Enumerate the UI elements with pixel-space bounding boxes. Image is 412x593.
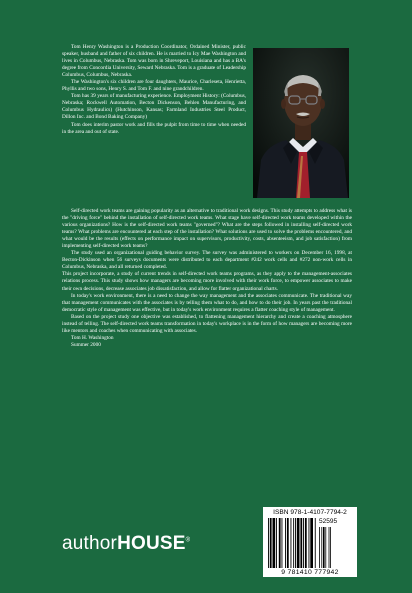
registered-mark: ® [185, 537, 191, 544]
publisher-logo-house: HOUSE [117, 533, 186, 554]
book-description [62, 208, 352, 349]
barcode-bar [287, 518, 289, 568]
barcode-bar [325, 527, 326, 568]
publisher-logo-author: author [62, 533, 118, 554]
barcode-bar [282, 518, 283, 568]
bio-paragraph: Tom Henry Washington is a Production Coordinator, Ordained Minister, public speaker, husband and father of six children. He is married to Icy Mae Washington and lives in Columbus, Nebraska. Tom was born in Shreveport, Louisiana and has a BA's degree from Concordia University, Seward Nebraska. Tom is a graduate of Leadership Columbus, Columbus, Nebraska. [62, 44, 246, 79]
price-code: 52595 [319, 518, 338, 525]
bio-paragraph: Tom does interim pastor work and fills the pulpit from time to time when needed in the area and out of state. [62, 121, 246, 135]
signature-date: Summer 2000 [71, 341, 101, 348]
barcode-bar [279, 518, 281, 568]
barcode-bar [276, 518, 277, 568]
barcode-bar [329, 527, 330, 568]
barcode-bar [309, 518, 310, 568]
barcode-bar [293, 518, 294, 568]
author-photo [253, 48, 349, 198]
barcode-bar [285, 518, 286, 568]
barcode-bar [303, 518, 304, 568]
description-paragraph: This project incorporate, a study of current trends in self-directed work teams programs, as they apply to the management-associates relations process. This study shows how managers are becoming more involved with their work force, to empower associates to make their own decisions, decrease associates job dissatisfaction, and allow for flatter organizational charts. [62, 271, 352, 292]
barcode-bar [300, 518, 302, 568]
barcode-bar [270, 518, 272, 568]
barcode-bar [319, 527, 320, 568]
description-paragraph: Self-directed work teams are gaining popularity as an alternative to traditional work designs. This study attempts to address what is the "driving force" behind the installation of self-directed work teams. What stage have self-directed work teams developed within the various organizations? How is the self-directed work teams "governed"? What are the steps followed in installing self-directed work teams? What problems are encountered at each step of the installation? What solutions are used to solve the problems encountered, and what would be the results (effects on performance impact on supervisors, productivity, costs, absenteeism, and job satisfaction) from implementing self-directed work teams? [62, 208, 352, 250]
ean-digits: 9 781410 777942 [281, 569, 339, 576]
barcode-bar [310, 518, 313, 568]
barcode-bar [291, 518, 292, 568]
signature-name: Tom H. Washington [71, 334, 114, 341]
barcode-bar [330, 527, 331, 568]
bio-paragraph: The Washington's six children are four daughters, Maurice, Charleseta, Henrietta, Phyllis and two sons, Henry S. and Tom F. and nine grandchildren. [62, 79, 246, 93]
description-paragraph: Based on the project study one objective was established, to flattening management hierarchy and create a coaching atmosphere instead of telling. The self-directed work teams transformation in today's workplace is in the form of how managers are becoming more like mentors and coaches when communicating with associates. [62, 313, 352, 334]
barcode-bar [323, 527, 325, 568]
author-bio [62, 44, 246, 136]
barcode-bar [297, 518, 300, 568]
isbn-barcode-box [263, 507, 357, 577]
publisher-logo [62, 533, 190, 555]
barcode-bar [268, 518, 269, 568]
barcode-bar [273, 518, 276, 568]
bio-paragraph: Tom has 39 years of manufacturing experience. Employment History: (Columbus, Nebraska; Rockwell Automation, Becton Dickenson, Behlen Manufacturing, and Columbus Hydraulics) (Hutchinson, Kansas; Farmland Industries Steel Product, Dillon Inc. and Bond Baking Company) [62, 93, 246, 121]
barcode-bar [305, 518, 307, 568]
author-portrait-image [253, 48, 349, 198]
ean-barcode [267, 518, 353, 568]
description-paragraph: In today's work environment, there is a need to change the way management and the associates communicate. The traditional way that management communicates with the associates is by telling them what to do, and how to do their job. In years past the traditional democratic style of management was effective, but in today's work environment requires a flatter coaching style of management. [62, 292, 352, 313]
barcode-bar [295, 518, 296, 568]
barcode-bar [321, 527, 322, 568]
description-paragraph: The study used an organizational guiding behavior survey. The survey was administered to workers on December 16, 1998, at Becton-Dickinson when 56 surveys documents were distributed to each department #242 work cells and #272 non-work cells in Columbus, Nebraska, and all returned completed. [62, 250, 352, 271]
barcode-bar [315, 518, 316, 568]
isbn-label: ISBN 978-1-4107-7794-2 [273, 509, 347, 516]
